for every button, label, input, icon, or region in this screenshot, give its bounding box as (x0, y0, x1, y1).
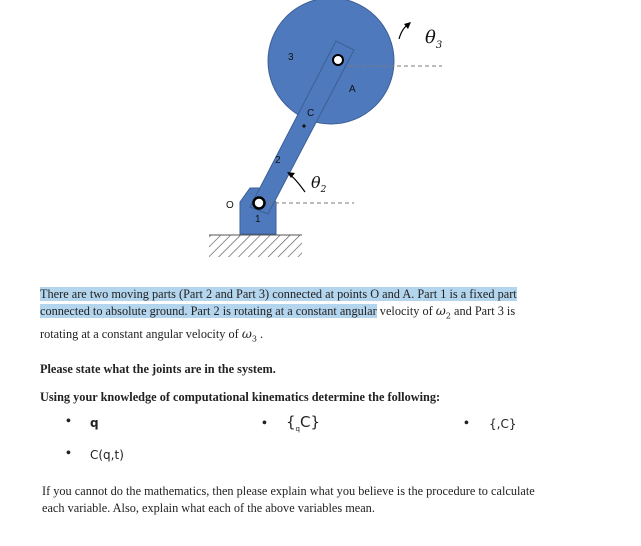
ground-hatch (209, 235, 302, 257)
problem-line-3: rotating at a constant angular velocity of $\omega_3$ . (40, 327, 264, 344)
item-set-c: {,C} (489, 417, 517, 431)
pin-joint-a (333, 55, 343, 65)
problem-line-1: There are two moving parts (Part 2 and Part 3) connected at points O and A. Part 1 is a fixed part (40, 287, 517, 301)
label-part3: 3 (288, 52, 294, 63)
label-point-a: A (349, 84, 356, 95)
problem-paragraph (40, 286, 600, 348)
label-part2: 2 (275, 155, 281, 166)
pin-joint-o (254, 198, 265, 209)
item-set-qc: $\{_qC\}$ (286, 413, 321, 433)
label-theta2: $\theta_2$ (311, 173, 327, 195)
bullet-set-qc: • (262, 416, 267, 431)
problem-line-2: connected to absolute ground. Part 2 is rotating at a constant angular velocity of $\omega_2$ and Part 3 is (40, 304, 516, 321)
question-kinematics: Using your knowledge of computational kinematics determine the following: (40, 390, 441, 404)
label-point-o: O (226, 200, 234, 211)
point-c-dot (302, 124, 305, 127)
label-part1: 1 (255, 214, 261, 225)
item-c-qt: C(q,t) (90, 448, 124, 462)
instructions-paragraph (42, 483, 612, 517)
label-theta3: $\theta_3$ (425, 27, 443, 51)
label-point-c: C (307, 108, 315, 119)
instructions-line-2: each variable. Also, explain what each of the above variables mean. (42, 501, 375, 515)
question-joints: Please state what the joints are in the system. (40, 362, 276, 376)
instructions-line-1: If you cannot do the mathematics, then please explain what you believe is the procedure to calculate (42, 484, 535, 498)
bullet-c-qt: • (66, 446, 71, 461)
item-q: q (90, 416, 99, 430)
bullet-q: • (66, 414, 71, 429)
bullet-set-c: • (464, 416, 469, 431)
